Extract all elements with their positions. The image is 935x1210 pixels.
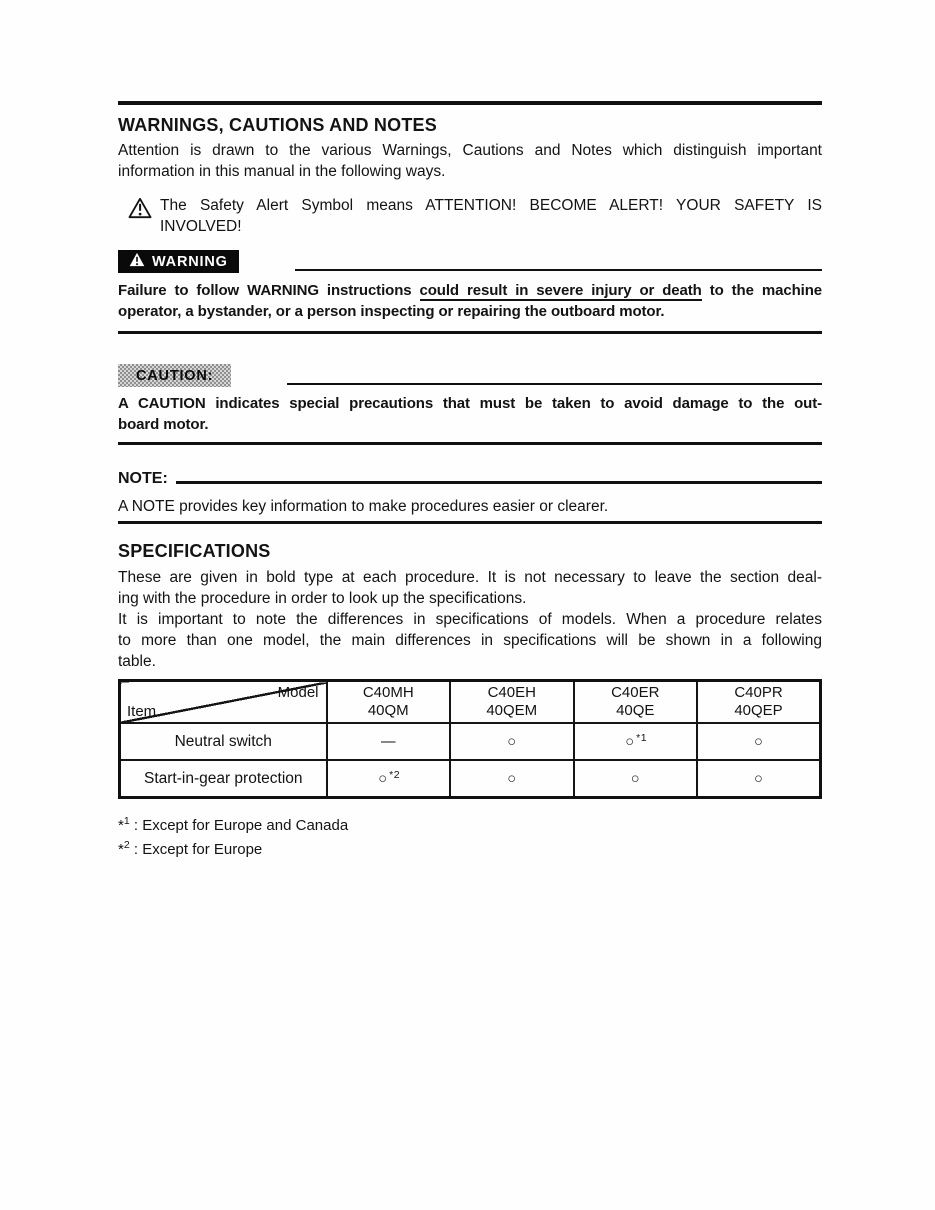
model-code: 40QEP <box>734 702 783 719</box>
footnotes <box>118 812 822 859</box>
warning-line-1 <box>118 280 822 301</box>
footnote-star: * <box>118 817 124 834</box>
spec-paragraph-2 <box>118 609 822 672</box>
model-code: 40QM <box>367 702 409 719</box>
spec-p1-line-2: ing with the procedure in order to look up the specifications. <box>118 590 527 607</box>
caution-text <box>118 393 822 435</box>
cell-footnote-marker: *2 <box>389 769 401 781</box>
model-header-c40mh <box>327 681 451 724</box>
cell-symbol: ○ <box>754 734 763 750</box>
model-code: 40QE <box>616 702 655 719</box>
value-cell <box>327 723 451 760</box>
cell-symbol: ○ <box>507 771 517 787</box>
footnote-number: 2 <box>123 838 130 851</box>
footnote-text: : Except for Europe <box>129 840 263 858</box>
note-rule <box>176 481 822 484</box>
model-header-c40er <box>574 681 698 724</box>
section-title-specifications: SPECIFICATIONS <box>118 541 271 561</box>
footnote-star: * <box>118 840 124 858</box>
warning-text <box>118 280 822 322</box>
warning-text-underlined: could result in severe injury or death <box>419 282 702 299</box>
warning-text-before: Failure to follow WARNING instructions <box>118 282 420 299</box>
cell-symbol: ○ <box>630 771 640 787</box>
item-cell: Start-in-gear protection <box>120 760 327 798</box>
warning-triangle-icon <box>129 252 145 272</box>
section-rule-after-caution <box>118 442 822 445</box>
page-content <box>118 0 822 859</box>
spec-p2-line-2: to more than one model, the main differences in specifications will be shown in a following <box>118 632 822 649</box>
spec-p1-line-1: These are given in bold type at each procedure. It is not necessary to leave the section deal- <box>118 569 822 586</box>
model-header-c40pr <box>697 681 821 724</box>
table-row-neutral-switch <box>120 723 821 760</box>
caution-badge-row <box>118 364 822 387</box>
table-row-start-in-gear <box>120 760 821 798</box>
caution-badge-rule <box>287 383 822 385</box>
value-cell <box>697 723 821 760</box>
section-rule-after-note <box>118 521 822 524</box>
value-cell <box>574 760 698 798</box>
top-rule <box>118 101 822 105</box>
safety-line-2: INVOLVED! <box>160 218 242 235</box>
spec-table-header-row <box>120 681 821 724</box>
warning-badge-label: WARNING <box>152 253 228 270</box>
model-name: C40EH <box>487 684 536 701</box>
safety-alert-text <box>160 195 822 237</box>
footnote-1 <box>118 812 822 836</box>
corner-item-label: Item <box>127 703 157 720</box>
model-name: C40ER <box>611 684 660 701</box>
cell-symbol: ○ <box>507 734 517 750</box>
safety-alert-icon <box>118 195 160 237</box>
model-code: 40QEM <box>486 702 538 719</box>
model-name: C40PR <box>734 684 783 701</box>
caution-line-2: board motor. <box>118 416 209 433</box>
section-rule-after-warning <box>118 331 822 334</box>
intro-line-1: Attention is drawn to the various Warnings, Cautions and Notes which distinguish important <box>118 142 822 159</box>
safety-alert-row <box>118 195 822 237</box>
warning-badge-row <box>118 250 822 273</box>
footnote-2 <box>118 836 822 860</box>
value-cell <box>697 760 821 798</box>
safety-line-1: The Safety Alert Symbol means ATTENTION! BECOME ALERT! YOUR SAFETY IS <box>160 197 822 214</box>
corner-cell <box>120 681 327 724</box>
spec-p2-line-3: table. <box>118 653 156 670</box>
model-header-c40eh <box>450 681 574 724</box>
warning-badge-rule <box>295 269 822 271</box>
intro-line-2: information in this manual in the following ways. <box>118 163 446 180</box>
model-name: C40MH <box>362 684 414 701</box>
warning-badge <box>118 250 239 273</box>
footnote-text: : Except for Europe and Canada <box>129 817 349 834</box>
cell-symbol: ○ <box>754 771 763 787</box>
intro-paragraph <box>118 140 822 182</box>
note-label: NOTE: <box>118 470 168 487</box>
note-row <box>118 470 822 488</box>
caution-line-1: A CAUTION indicates special precautions that must be taken to avoid damage to the out- <box>118 395 822 412</box>
section-title-warnings: WARNINGS, CAUTIONS AND NOTES <box>118 115 437 135</box>
warning-line-2: operator, a bystander, or a person inspecting or repairing the outboard motor. <box>118 303 665 320</box>
cell-symbol: ○ <box>625 734 635 750</box>
footnote-number: 1 <box>123 815 130 827</box>
value-cell <box>574 723 698 760</box>
corner-model-label: Model <box>277 684 319 701</box>
item-cell: Neutral switch <box>120 723 327 760</box>
warning-text-after: to the machine <box>701 282 822 299</box>
cell-symbol: ○ <box>378 771 388 787</box>
spec-table <box>118 679 822 799</box>
caution-badge-label: CAUTION: <box>136 367 214 384</box>
cell-footnote-marker: *1 <box>636 732 648 744</box>
caution-badge <box>118 364 231 387</box>
value-cell <box>450 723 574 760</box>
value-cell <box>450 760 574 798</box>
cell-symbol: — <box>381 734 396 750</box>
note-text: A NOTE provides key information to make procedures easier or clearer. <box>118 498 609 515</box>
spec-paragraph-1 <box>118 567 822 609</box>
spec-p2-line-1: It is important to note the differences in specifications of models. When a procedure relates <box>118 611 822 628</box>
value-cell <box>327 760 451 798</box>
